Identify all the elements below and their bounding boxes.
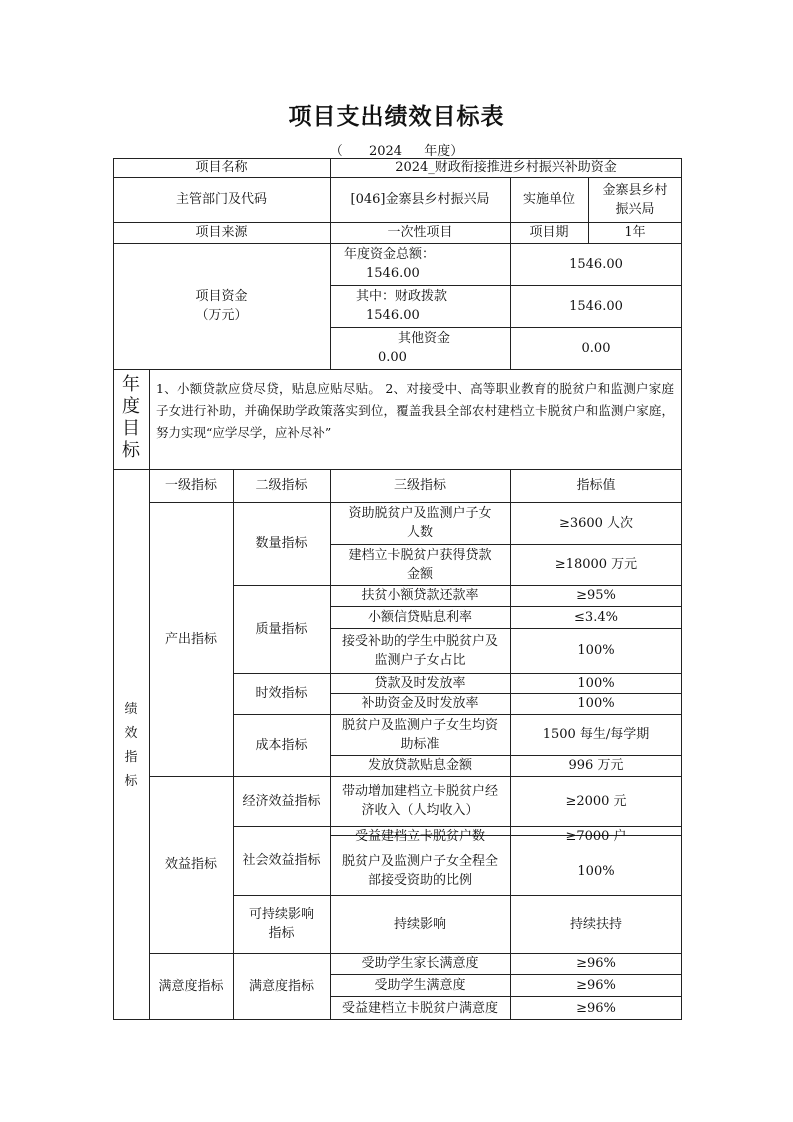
funds-fiscal: 1546.00 bbox=[366, 308, 420, 323]
row-9-name: 带动增加建档立卡脱贫户经济收入（人均收入） bbox=[341, 784, 498, 818]
col-value: 指标值 bbox=[576, 478, 616, 493]
dept-label: 主管部门及代码 bbox=[175, 192, 267, 207]
performance-table bbox=[113, 158, 682, 1020]
row-3-name: 小额信贷贴息利率 bbox=[367, 609, 472, 625]
funds-other-cell bbox=[330, 327, 510, 369]
source-value: 一次性项目 bbox=[387, 225, 453, 240]
page-title: 项目支出绩效目标表 bbox=[288, 104, 505, 130]
row-2-value: ≥95% bbox=[576, 588, 616, 603]
row-15-name: 受益建档立卡脱贫户满意度 bbox=[341, 1000, 498, 1016]
funds-fiscal-label: 其中：财政拨款 bbox=[356, 289, 448, 304]
row-1-name: 建档立卡脱贫户获得贷款金额 bbox=[348, 547, 492, 582]
row-0-value: ≥3600 人次 bbox=[558, 515, 634, 531]
row-7-value: 1500 每生/每学期 bbox=[542, 727, 650, 742]
year-open: （ bbox=[329, 144, 343, 159]
row-13-name: 受助学生家长满意度 bbox=[361, 956, 479, 971]
project-name: 2024_财政衔接推进乡村振兴补助资金 bbox=[395, 160, 617, 175]
period-label: 项目期 bbox=[529, 225, 569, 240]
funds-fiscal-value: 1546.00 bbox=[569, 298, 623, 314]
l1-satisfaction: 满意度指标 bbox=[158, 979, 224, 994]
funds-other: 0.00 bbox=[378, 350, 407, 365]
row-0-name: 资助脱贫户及监测户子女人数 bbox=[348, 506, 492, 540]
row-2-name: 扶贫小额贷款还款率 bbox=[361, 588, 479, 603]
l2-quality: 质量指标 bbox=[255, 621, 308, 637]
row-6-value: 100% bbox=[577, 696, 615, 711]
funds-other-label: 其他资金 bbox=[398, 331, 451, 346]
project-name-label: 项目名称 bbox=[195, 160, 248, 175]
goal-label: 年 度 目 标 bbox=[122, 374, 140, 461]
l2-social: 社会效益指标 bbox=[242, 853, 321, 868]
row-1-value: ≥18000 万元 bbox=[554, 557, 638, 572]
impl-label: 实施单位 bbox=[522, 192, 575, 207]
l2-cost: 成本指标 bbox=[255, 737, 308, 753]
row-15-value: ≥96% bbox=[576, 1000, 616, 1016]
l2-time: 时效指标 bbox=[255, 686, 308, 701]
row-12-name: 持续影响 bbox=[393, 916, 446, 932]
funds-unit: （万元） bbox=[195, 308, 248, 323]
l1-benefit: 效益指标 bbox=[164, 857, 217, 872]
l1-output: 产出指标 bbox=[164, 631, 217, 647]
row-8-value: 996 万元 bbox=[568, 758, 624, 773]
goal-text: 1、小额贷款应贷尽贷，贴息应贴尽贴。 2、对接受中、高等职业教育的脱贫户和监测户家庭子女进行补助，并确保助学政策落实到位，覆盖我县全部农村建档立卡脱贫户和监测户家庭，努力实现“应学尽学，应补尽补” bbox=[156, 381, 674, 440]
year-unit: 年度） bbox=[424, 144, 464, 159]
row-14-value: ≥96% bbox=[576, 977, 616, 993]
row-14-name: 受助学生满意度 bbox=[374, 977, 466, 993]
year-line bbox=[0, 140, 793, 159]
l2-economic: 经济效益指标 bbox=[242, 793, 321, 809]
row-11-value: 100% bbox=[577, 863, 615, 879]
row-8-name: 发放贷款贴息金额 bbox=[367, 758, 472, 773]
impl-value: 金寨县乡村振兴局 bbox=[602, 182, 668, 217]
col-level3: 三级指标 bbox=[393, 478, 446, 493]
col-level1: 一级指标 bbox=[164, 478, 217, 493]
dept-value: [046]金寨县乡村振兴局 bbox=[350, 192, 490, 207]
row-9-value: ≥2000 元 bbox=[565, 793, 627, 809]
funds-fiscal-cell bbox=[330, 285, 510, 327]
row-4-value: 100% bbox=[577, 643, 615, 658]
source-label: 项目来源 bbox=[195, 225, 248, 240]
row-5-value: 100% bbox=[577, 675, 615, 691]
funds-total-label: 年度资金总额： bbox=[344, 247, 436, 262]
row-3-value: ≤3.4% bbox=[574, 609, 618, 625]
row-12-value: 持续扶持 bbox=[569, 916, 622, 932]
row-10-name: 受益建档立卡脱贫户数 bbox=[354, 829, 485, 844]
row-4-name: 接受补助的学生中脱贫户及监测户子女占比 bbox=[341, 633, 498, 668]
row-6-name: 补助资金及时发放率 bbox=[361, 696, 479, 711]
funds-label: 项目资金 bbox=[195, 289, 248, 304]
l2-satisfaction: 满意度指标 bbox=[248, 979, 314, 994]
funds-total-cell bbox=[330, 243, 510, 285]
row-13-value: ≥96% bbox=[576, 956, 616, 971]
l2-quantity: 数量指标 bbox=[255, 536, 308, 551]
year-value: 2024 bbox=[368, 144, 403, 159]
row-11-name: 脱贫户及监测户子女全程全部接受资助的比例 bbox=[341, 854, 498, 888]
row-5-name: 贷款及时发放率 bbox=[374, 675, 466, 691]
funds-total-value: 1546.00 bbox=[569, 256, 623, 272]
l2-sustain: 可持续影响指标 bbox=[248, 907, 314, 941]
funds-other-value: 0.00 bbox=[581, 340, 611, 356]
funds-total: 1546.00 bbox=[366, 266, 420, 281]
period-value: 1年 bbox=[624, 225, 646, 240]
row-10-value: ≥7000 户 bbox=[565, 829, 627, 844]
row-7-name: 脱贫户及监测户子女生均资助标准 bbox=[342, 717, 499, 752]
indicators-label: 绩 效 指 标 bbox=[124, 702, 138, 789]
col-level2: 二级指标 bbox=[255, 478, 308, 493]
funds-label-cell bbox=[113, 243, 330, 369]
